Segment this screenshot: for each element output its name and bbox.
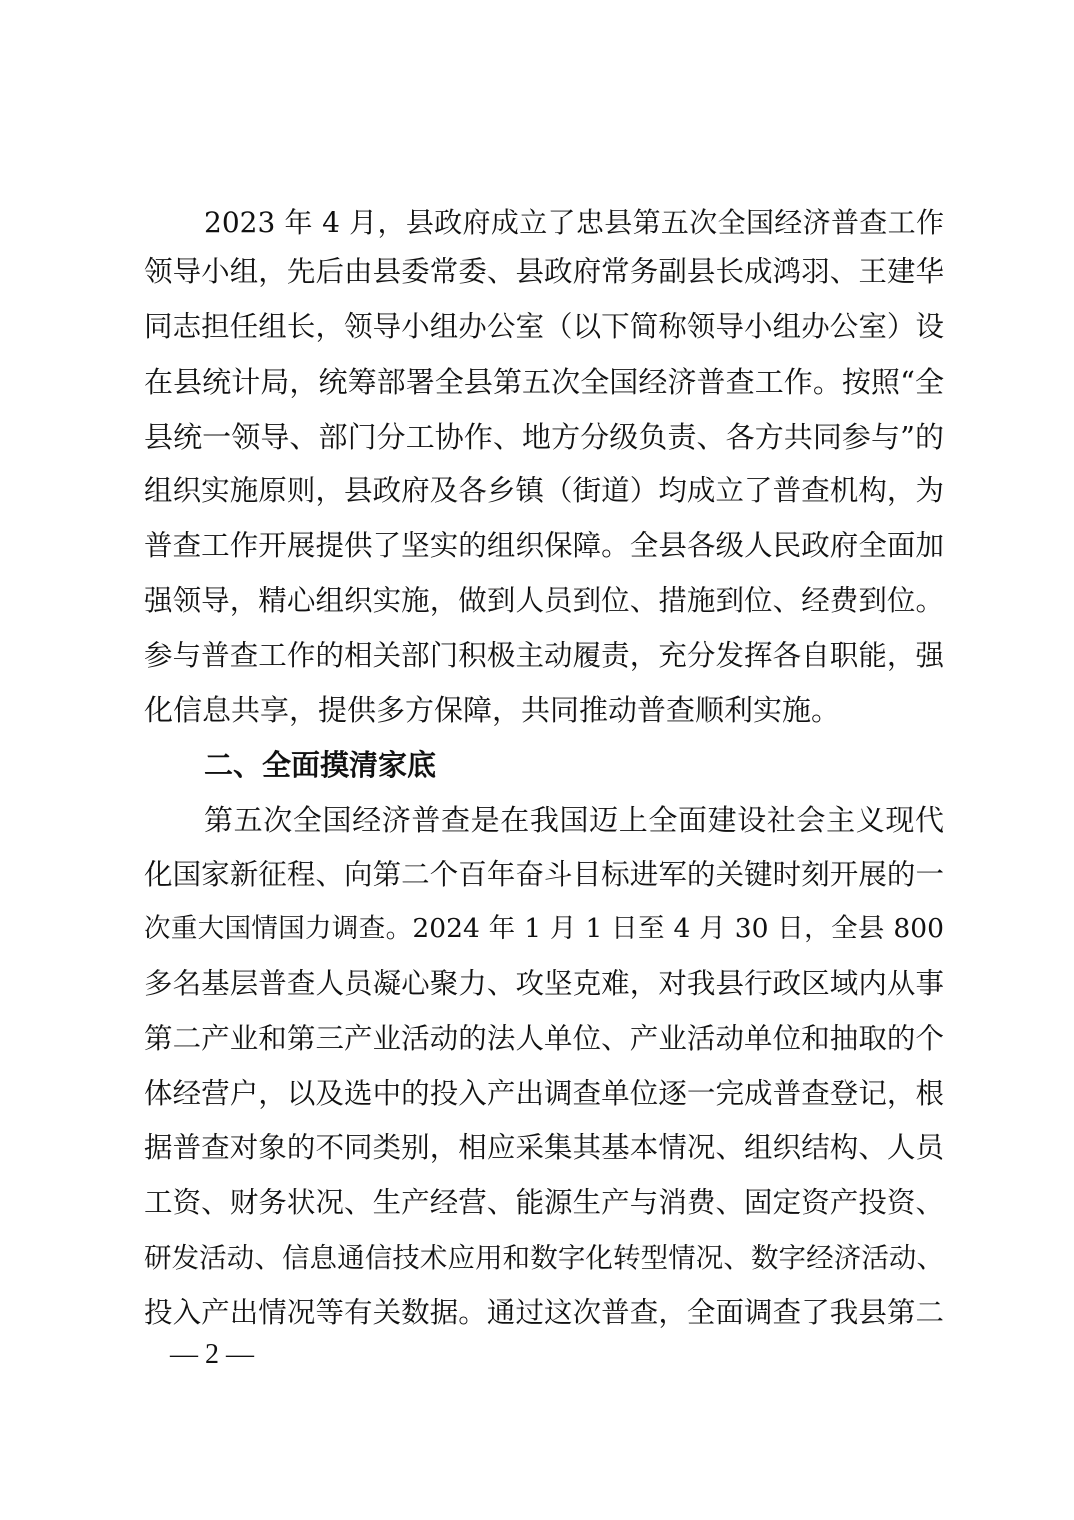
paragraph-1-line-6: 组织实施原则，县政府及各乡镇（街道）均成立了普查机构，为 bbox=[144, 474, 944, 507]
paragraph-2-line-6: 体经营户，以及选中的投入产出调查单位逐一完成普查登记，根 bbox=[144, 1077, 944, 1110]
paragraph-2-line-1: 第五次全国经济普查是在我国迈上全面建设社会主义现代 bbox=[204, 803, 944, 837]
page-number: — 2 — bbox=[170, 1339, 254, 1370]
paragraph-1-line-10: 化信息共享，提供多方保障，共同推动普查顺利实施。 bbox=[144, 693, 841, 727]
paragraph-2-line-8: 工资、财务状况、生产经营、能源生产与消费、固定资产投资、 bbox=[144, 1186, 944, 1219]
paragraph-1-line-8: 强领导，精心组织实施，做到人员到位、措施到位、经费到位。 bbox=[144, 584, 944, 617]
paragraph-2-line-7: 据普查对象的不同类别，相应采集其基本情况、组织结构、人员 bbox=[144, 1131, 944, 1164]
paragraph-2-line-3: 次重大国情国力调查。2024 年 1 月 1 日至 4 月 30 日，全县 800 bbox=[144, 913, 944, 944]
paragraph-1-line-3: 同志担任组长，领导小组办公室（以下简称领导小组办公室）设 bbox=[144, 310, 944, 343]
paragraph-2-line-4: 多名基层普查人员凝心聚力、攻坚克难，对我县行政区域内从事 bbox=[144, 967, 944, 1000]
paragraph-2-line-10: 投入产出情况等有关数据。通过这次普查，全面调查了我县第二 bbox=[144, 1296, 944, 1329]
paragraph-1-line-1: 2023 年 4 月，县政府成立了忠县第五次全国经济普查工作 bbox=[204, 206, 944, 239]
paragraph-1-line-5: 县统一领导、部门分工协作、地方分级负责、各方共同参与”的 bbox=[144, 420, 944, 454]
paragraph-2-line-2: 化国家新征程、向第二个百年奋斗目标进军的关键时刻开展的一 bbox=[144, 858, 944, 891]
paragraph-1-line-2: 领导小组，先后由县委常委、县政府常务副县长成鸿羽、王建华 bbox=[144, 255, 944, 288]
paragraph-2-line-5: 第二产业和第三产业活动的法人单位、产业活动单位和抽取的个 bbox=[144, 1022, 944, 1055]
paragraph-1-line-9: 参与普查工作的相关部门积极主动履责，充分发挥各自职能，强 bbox=[144, 639, 944, 672]
paragraph-1-line-7: 普查工作开展提供了坚实的组织保障。全县各级人民政府全面加 bbox=[144, 529, 944, 562]
section-heading: 二、全面摸清家底 bbox=[204, 748, 437, 782]
paragraph-1-line-4: 在县统计局，统筹部署全县第五次全国经济普查工作。按照“全 bbox=[144, 365, 944, 399]
paragraph-2-line-9: 研发活动、信息通信技术应用和数字化转型情况、数字经济活动、 bbox=[144, 1242, 944, 1274]
